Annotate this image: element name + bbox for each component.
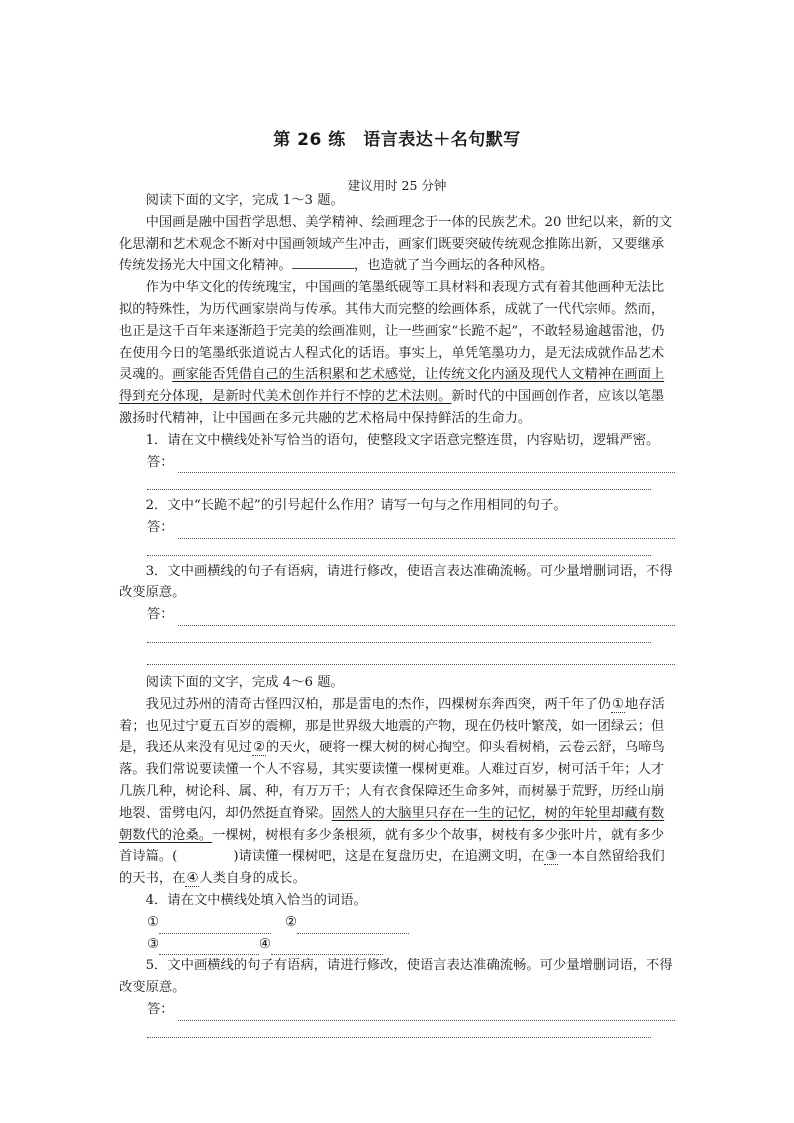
- fill-line[interactable]: [297, 919, 409, 934]
- passage-2-text: 的天火，硬将一棵大树的树心掏空。仰头看树梢，云卷云舒，乌啼鸟落。我们常说要读懂一个人不容易，其实要读懂一棵树更难。人难过百岁，树可活千年；人才几族几种，树论科、属、种，有万万千；人有衣食保障还生命多舛，而树暴于荒野，历经山崩地裂、雷劈电闪，却仍然挺直脊梁。: [119, 740, 665, 821]
- section-1: [119, 190, 675, 670]
- answer-dotted-line[interactable]: [178, 611, 675, 626]
- paragraph-2-text: 作为中华文化的传统瑰宝，中国画的笔墨纸砚等工具材料和表现方式有着其他画种无法比拟的特殊性，为历代画家崇尚与传承。其伟大而完整的绘画体系，成就了一代代宗师。然而，也正是这千百年来逐渐趋于完美的绘画准则，让一些画家“长跪不起”，不敢轻易逾越雷池，仍在使用今日的笔墨纸张道说古人程式化的话语。事实上，单凭笔墨功力，是无法成就作品艺术灵魂的。: [119, 280, 665, 383]
- answer-dotted-line[interactable]: [119, 648, 675, 670]
- answer-label: 答：: [147, 519, 174, 535]
- paragraph-1-text: 中国画是融中国哲学思想、美学精神、绘画理念于一体的民族艺术。20 世纪以来，新的文化思潮和艺术观念不断对中国画领域产生冲击，画家们既要突破传统观念推陈出新，又要继承传统发扬光大中国文化精神。: [119, 214, 673, 274]
- answer-line[interactable]: [119, 452, 675, 474]
- passage-2-text: 地存活着；也见过宁夏五百岁的震柳，那是世界级大地震的产物，现在仍枝叶繁茂，如一团绿云；但是，我还从来没有见过: [119, 696, 665, 756]
- question-2: 2．文中“长跪不起”的引号起什么作用？请写一句与之作用相同的句子。: [145, 498, 567, 514]
- fill-line[interactable]: [159, 940, 259, 955]
- answer-dotted-line[interactable]: [178, 524, 675, 539]
- blank-3[interactable]: ③: [545, 849, 558, 865]
- fill-item-1[interactable]: [147, 912, 271, 934]
- answer-line[interactable]: [119, 604, 675, 626]
- suggested-time: 建议用时 25 分钟: [347, 178, 447, 193]
- fill-row-2: [119, 934, 675, 956]
- answer-label: 答：: [147, 454, 174, 470]
- blank-4[interactable]: ④: [186, 871, 199, 887]
- passage-2-paragraph: [119, 694, 675, 890]
- answer-dotted-line[interactable]: [119, 539, 675, 561]
- answer-line[interactable]: [119, 517, 675, 539]
- underlined-sentence: 画家能否凭借自己的生活积累和艺术感觉，让传统文化内涵及现代人文精神在画面上得到充分体现，是新时代美术创作并行不悖的艺术法则。: [119, 367, 665, 405]
- passage-2-text: 我见过苏州的清奇古怪四汉柏，那是雷电的杰作，四棵树东奔西突，两千年了仍: [145, 696, 611, 712]
- answer-dotted-line[interactable]: [178, 1006, 675, 1021]
- fill-line[interactable]: [159, 919, 271, 934]
- section-1-intro: 阅读下面的文字，完成 1～3 题。: [145, 193, 344, 208]
- fill-label: ③: [147, 936, 159, 952]
- paragraph-1-tail: ，也造就了当今画坛的各种风格。: [353, 258, 554, 274]
- fill-blank-line[interactable]: [292, 256, 354, 269]
- answer-dotted-line[interactable]: [178, 458, 675, 473]
- fill-item-3[interactable]: [147, 934, 259, 956]
- page-title: 第 26 练 语言表达＋名句默写: [273, 130, 521, 150]
- fill-row-1: [119, 912, 675, 934]
- answer-label: 答：: [147, 1001, 174, 1017]
- question-4: 4．请在文中横线处填入恰当的词语。: [145, 892, 367, 908]
- fill-item-4[interactable]: [259, 934, 383, 956]
- paragraph-2-tail: 新时代的中国画创作者，应该以笔墨激扬时代精神，让中国画在多元共融的艺术格局中保持鲜活的生命力。: [119, 389, 665, 426]
- fill-line[interactable]: [271, 940, 383, 955]
- answer-line[interactable]: [119, 999, 675, 1021]
- fill-label: ④: [258, 936, 271, 952]
- question-3: 3．文中画横线的句子有语病，请进行修改，使语言表达准确流畅。可少量增删词语，不得改变原意。: [119, 563, 673, 601]
- section-2-intro: 阅读下面的文字，完成 4～6 题。: [145, 675, 344, 690]
- fill-item-2[interactable]: [285, 912, 409, 934]
- passage-1-paragraph-2: [119, 277, 675, 430]
- answer-label: 答：: [147, 607, 174, 623]
- answer-dotted-line[interactable]: [119, 626, 675, 648]
- answer-dotted-line[interactable]: [119, 473, 675, 495]
- blank-2[interactable]: ②: [252, 740, 265, 756]
- passage-1-paragraph-1: [119, 212, 675, 277]
- fill-label: ①: [147, 914, 159, 930]
- blank-1[interactable]: ①: [611, 696, 624, 712]
- question-1: 1．请在文中横线处补写恰当的语句，使整段文字语意完整连贯，内容贴切，逻辑严密。: [145, 432, 660, 448]
- passage-2-text: )请读懂一棵树吧，这是在复盘历史，在追溯文明，在: [233, 849, 545, 865]
- answer-dotted-line[interactable]: [119, 1021, 675, 1043]
- passage-2-text: 人类自身的成长。: [199, 871, 306, 887]
- fill-label: ②: [284, 914, 297, 930]
- section-2: [119, 672, 675, 1043]
- underlined-sentence: 固然人的大脑里只存在一生的记忆，树的年轮里却藏有数朝数代的沧桑。: [119, 805, 665, 843]
- question-5: 5．文中画横线的句子有语病，请进行修改，使语言表达准确流畅。可少量增删词语，不得改变原意。: [119, 958, 673, 996]
- passage-2-text: 一棵树，树根有多少条根须，就有多少个故事，树枝有多少张叶片，就有多少首诗篇。(: [119, 827, 665, 865]
- passage-2-text: 一本自然留给我们的天书，在: [119, 849, 665, 887]
